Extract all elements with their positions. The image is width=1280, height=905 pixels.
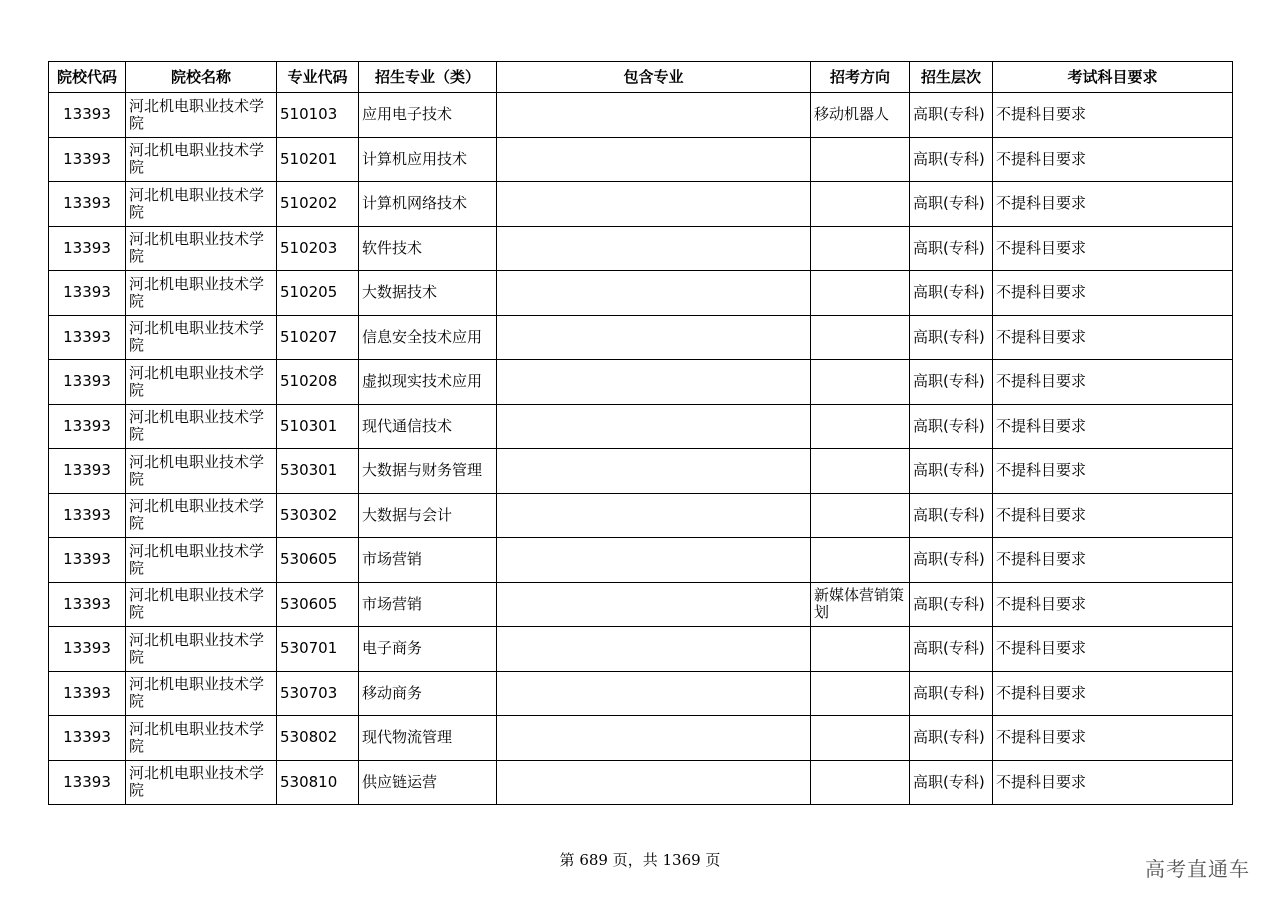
header-major: 招生专业（类）: [359, 62, 497, 93]
header-requirement: 考试科目要求: [993, 62, 1233, 93]
cell-direction: [811, 716, 910, 761]
cell-major-code: 530701: [277, 627, 359, 672]
cell-direction: [811, 538, 910, 583]
cell-level: 高职(专科): [910, 271, 993, 316]
cell-major-code: 530703: [277, 671, 359, 716]
cell-direction: [811, 182, 910, 227]
table-row: [49, 137, 1233, 182]
cell-includes: [497, 360, 811, 405]
cell-level: 高职(专科): [910, 404, 993, 449]
table-row: [49, 226, 1233, 271]
cell-requirement: 不提科目要求: [993, 627, 1233, 672]
cell-major-code: 510301: [277, 404, 359, 449]
cell-includes: [497, 760, 811, 805]
cell-direction: [811, 315, 910, 360]
cell-includes: [497, 93, 811, 138]
cell-level: 高职(专科): [910, 582, 993, 627]
table-row: [49, 716, 1233, 761]
table-row: [49, 538, 1233, 583]
admissions-table: [48, 61, 1233, 805]
cell-major: 电子商务: [359, 627, 497, 672]
cell-major: 信息安全技术应用: [359, 315, 497, 360]
cell-level: 高职(专科): [910, 226, 993, 271]
cell-major-code: 510205: [277, 271, 359, 316]
cell-major: 软件技术: [359, 226, 497, 271]
cell-requirement: 不提科目要求: [993, 449, 1233, 494]
cell-school-code: 13393: [49, 404, 126, 449]
header-direction: 招考方向: [811, 62, 910, 93]
cell-requirement: 不提科目要求: [993, 226, 1233, 271]
cell-school-code: 13393: [49, 137, 126, 182]
cell-requirement: 不提科目要求: [993, 360, 1233, 405]
cell-level: 高职(专科): [910, 360, 993, 405]
cell-direction: [811, 360, 910, 405]
cell-direction: [811, 271, 910, 316]
cell-school-code: 13393: [49, 315, 126, 360]
cell-requirement: 不提科目要求: [993, 760, 1233, 805]
cell-school-code: 13393: [49, 271, 126, 316]
cell-requirement: 不提科目要求: [993, 93, 1233, 138]
cell-school-name: 河北机电职业技术学院: [126, 493, 277, 538]
cell-level: 高职(专科): [910, 627, 993, 672]
cell-requirement: 不提科目要求: [993, 137, 1233, 182]
cell-school-code: 13393: [49, 671, 126, 716]
cell-includes: [497, 315, 811, 360]
cell-school-name: 河北机电职业技术学院: [126, 671, 277, 716]
cell-direction: 新媒体营销策划: [811, 582, 910, 627]
cell-includes: [497, 226, 811, 271]
cell-school-name: 河北机电职业技术学院: [126, 182, 277, 227]
cell-level: 高职(专科): [910, 93, 993, 138]
cell-level: 高职(专科): [910, 493, 993, 538]
cell-major: 现代通信技术: [359, 404, 497, 449]
cell-major: 应用电子技术: [359, 93, 497, 138]
cell-includes: [497, 404, 811, 449]
cell-direction: 移动机器人: [811, 93, 910, 138]
cell-school-code: 13393: [49, 182, 126, 227]
table-row: [49, 404, 1233, 449]
cell-direction: [811, 760, 910, 805]
header-includes: 包含专业: [497, 62, 811, 93]
table-row: [49, 671, 1233, 716]
cell-major-code: 530605: [277, 582, 359, 627]
cell-major-code: 530302: [277, 493, 359, 538]
table-row: [49, 93, 1233, 138]
cell-major-code: 530810: [277, 760, 359, 805]
cell-school-code: 13393: [49, 582, 126, 627]
header-school-name: 院校名称: [126, 62, 277, 93]
cell-direction: [811, 493, 910, 538]
cell-major: 计算机应用技术: [359, 137, 497, 182]
cell-requirement: 不提科目要求: [993, 315, 1233, 360]
cell-includes: [497, 493, 811, 538]
cell-includes: [497, 137, 811, 182]
cell-direction: [811, 137, 910, 182]
cell-direction: [811, 627, 910, 672]
cell-school-name: 河北机电职业技术学院: [126, 271, 277, 316]
cell-requirement: 不提科目要求: [993, 538, 1233, 583]
cell-school-name: 河北机电职业技术学院: [126, 582, 277, 627]
cell-level: 高职(专科): [910, 315, 993, 360]
cell-level: 高职(专科): [910, 182, 993, 227]
cell-school-code: 13393: [49, 760, 126, 805]
cell-school-name: 河北机电职业技术学院: [126, 226, 277, 271]
cell-school-name: 河北机电职业技术学院: [126, 404, 277, 449]
cell-requirement: 不提科目要求: [993, 404, 1233, 449]
cell-includes: [497, 271, 811, 316]
cell-direction: [811, 226, 910, 271]
cell-major-code: 510201: [277, 137, 359, 182]
cell-requirement: 不提科目要求: [993, 716, 1233, 761]
cell-includes: [497, 449, 811, 494]
cell-major: 现代物流管理: [359, 716, 497, 761]
cell-major-code: 510208: [277, 360, 359, 405]
cell-school-code: 13393: [49, 93, 126, 138]
cell-direction: [811, 449, 910, 494]
table-row: [49, 315, 1233, 360]
cell-school-name: 河北机电职业技术学院: [126, 449, 277, 494]
cell-school-code: 13393: [49, 360, 126, 405]
table-row: [49, 182, 1233, 227]
cell-school-name: 河北机电职业技术学院: [126, 93, 277, 138]
cell-includes: [497, 671, 811, 716]
table-row: [49, 360, 1233, 405]
cell-school-name: 河北机电职业技术学院: [126, 627, 277, 672]
cell-requirement: 不提科目要求: [993, 671, 1233, 716]
header-major-code: 专业代码: [277, 62, 359, 93]
cell-school-name: 河北机电职业技术学院: [126, 360, 277, 405]
cell-includes: [497, 582, 811, 627]
table-row: [49, 271, 1233, 316]
cell-requirement: 不提科目要求: [993, 582, 1233, 627]
cell-direction: [811, 404, 910, 449]
cell-requirement: 不提科目要求: [993, 271, 1233, 316]
cell-requirement: 不提科目要求: [993, 493, 1233, 538]
cell-school-code: 13393: [49, 226, 126, 271]
cell-major-code: 510202: [277, 182, 359, 227]
cell-major: 大数据与财务管理: [359, 449, 497, 494]
table-row: [49, 493, 1233, 538]
cell-major: 大数据技术: [359, 271, 497, 316]
cell-school-code: 13393: [49, 538, 126, 583]
cell-level: 高职(专科): [910, 449, 993, 494]
cell-major-code: 530301: [277, 449, 359, 494]
cell-requirement: 不提科目要求: [993, 182, 1233, 227]
cell-major: 市场营销: [359, 582, 497, 627]
cell-school-code: 13393: [49, 493, 126, 538]
cell-school-name: 河北机电职业技术学院: [126, 137, 277, 182]
table-row: [49, 449, 1233, 494]
table-header-row: [49, 62, 1233, 93]
cell-level: 高职(专科): [910, 671, 993, 716]
cell-major: 虚拟现实技术应用: [359, 360, 497, 405]
cell-direction: [811, 671, 910, 716]
table-row: [49, 627, 1233, 672]
header-level: 招生层次: [910, 62, 993, 93]
cell-includes: [497, 182, 811, 227]
cell-level: 高职(专科): [910, 137, 993, 182]
cell-major-code: 510103: [277, 93, 359, 138]
cell-major-code: 530802: [277, 716, 359, 761]
cell-major-code: 510207: [277, 315, 359, 360]
cell-school-name: 河北机电职业技术学院: [126, 760, 277, 805]
cell-school-name: 河北机电职业技术学院: [126, 538, 277, 583]
cell-major: 计算机网络技术: [359, 182, 497, 227]
cell-school-code: 13393: [49, 627, 126, 672]
table-row: [49, 760, 1233, 805]
table-body: [49, 93, 1233, 805]
cell-school-code: 13393: [49, 449, 126, 494]
cell-major: 移动商务: [359, 671, 497, 716]
cell-level: 高职(专科): [910, 716, 993, 761]
cell-includes: [497, 716, 811, 761]
header-school-code: 院校代码: [49, 62, 126, 93]
cell-includes: [497, 538, 811, 583]
table-row: [49, 582, 1233, 627]
watermark: 高考直通车: [1145, 857, 1250, 881]
cell-level: 高职(专科): [910, 538, 993, 583]
cell-school-name: 河北机电职业技术学院: [126, 716, 277, 761]
page-footer: 第 689 页，共 1369 页: [559, 851, 721, 869]
cell-school-code: 13393: [49, 716, 126, 761]
cell-major: 市场营销: [359, 538, 497, 583]
cell-includes: [497, 627, 811, 672]
cell-major: 大数据与会计: [359, 493, 497, 538]
cell-school-name: 河北机电职业技术学院: [126, 315, 277, 360]
cell-major: 供应链运营: [359, 760, 497, 805]
cell-major-code: 510203: [277, 226, 359, 271]
cell-major-code: 530605: [277, 538, 359, 583]
cell-level: 高职(专科): [910, 760, 993, 805]
